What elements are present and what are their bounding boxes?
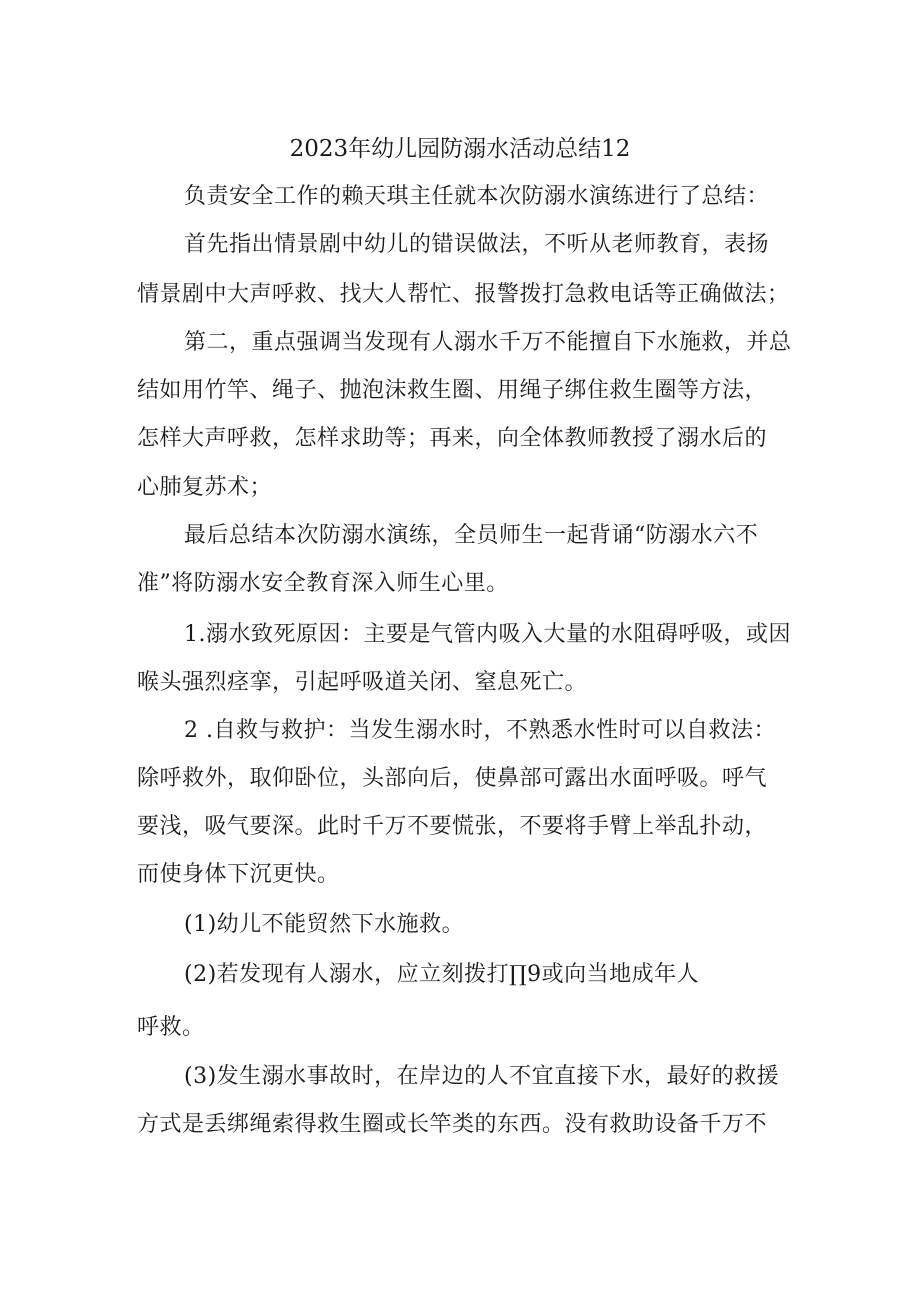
paragraph-line: 呼救。 — [137, 1015, 205, 1040]
paragraph-line: 怎样大声呼救，怎样求助等；再来，向全体教师教授了溺水后的 — [137, 426, 768, 451]
paragraph-line: 1.溺水致死原因：主要是气管内吸入大量的水阻碍呼吸，或因 — [184, 622, 791, 647]
paragraph-line: 除呼救外，取仰卧位，头部向后，使鼻部可露出水面呼吸。呼气 — [137, 766, 768, 791]
paragraph-line: 喉头强烈痉挛，引起呼吸道关闭、窒息死亡。 — [137, 670, 588, 695]
paragraph-line: 准”将防溺水安全教育深入师生心里。 — [137, 571, 509, 596]
paragraph-line: 2 .自救与救护：当发生溺水时，不熟悉水性时可以自救法： — [184, 718, 776, 743]
paragraph-line: (1)幼儿不能贸然下水施救。 — [184, 912, 465, 937]
paragraph-line: 而使身体下沉更快。 — [137, 862, 340, 887]
paragraph-line: 心肺复苏术； — [137, 475, 273, 500]
paragraph-line: (3)发生溺水事故时，在岸边的人不宜直接下水，最好的救援 — [184, 1064, 780, 1089]
paragraph-line: (2)若发现有人溺水，应立刻拨打∏9或向当地成年人 — [184, 962, 700, 987]
paragraph-line: 情景剧中大声呼救、找大人帮忙、报警拨打急救电话等正确做法； — [137, 282, 790, 307]
paragraph-line: 负责安全工作的赖天琪主任就本次防溺水演练进行了总结： — [184, 184, 770, 209]
paragraph-line: 第二，重点强调当发现有人溺水千万不能擅自下水施救，并总 — [184, 330, 792, 355]
document-title: 2023年幼儿园防溺水活动总结12 — [289, 136, 631, 162]
paragraph-line: 最后总结本次防溺水演练，全员师生一起背诵“防溺水六不 — [184, 523, 759, 548]
paragraph-line: 结如用竹竿、绳子、抛泡沫救生圈、用绳子绑住救生圈等方法， — [137, 378, 768, 403]
paragraph-line: 要浅，吸气要深。此时千万不要慌张，不要将手臂上举乱扑动， — [137, 814, 768, 839]
paragraph-line: 首先指出情景剧中幼儿的错误做法，不听从老师教育，表扬 — [184, 232, 770, 257]
paragraph-line: 方式是丢绑绳索得救生圈或长竿类的东西。没有救助设备千万不 — [137, 1112, 768, 1137]
